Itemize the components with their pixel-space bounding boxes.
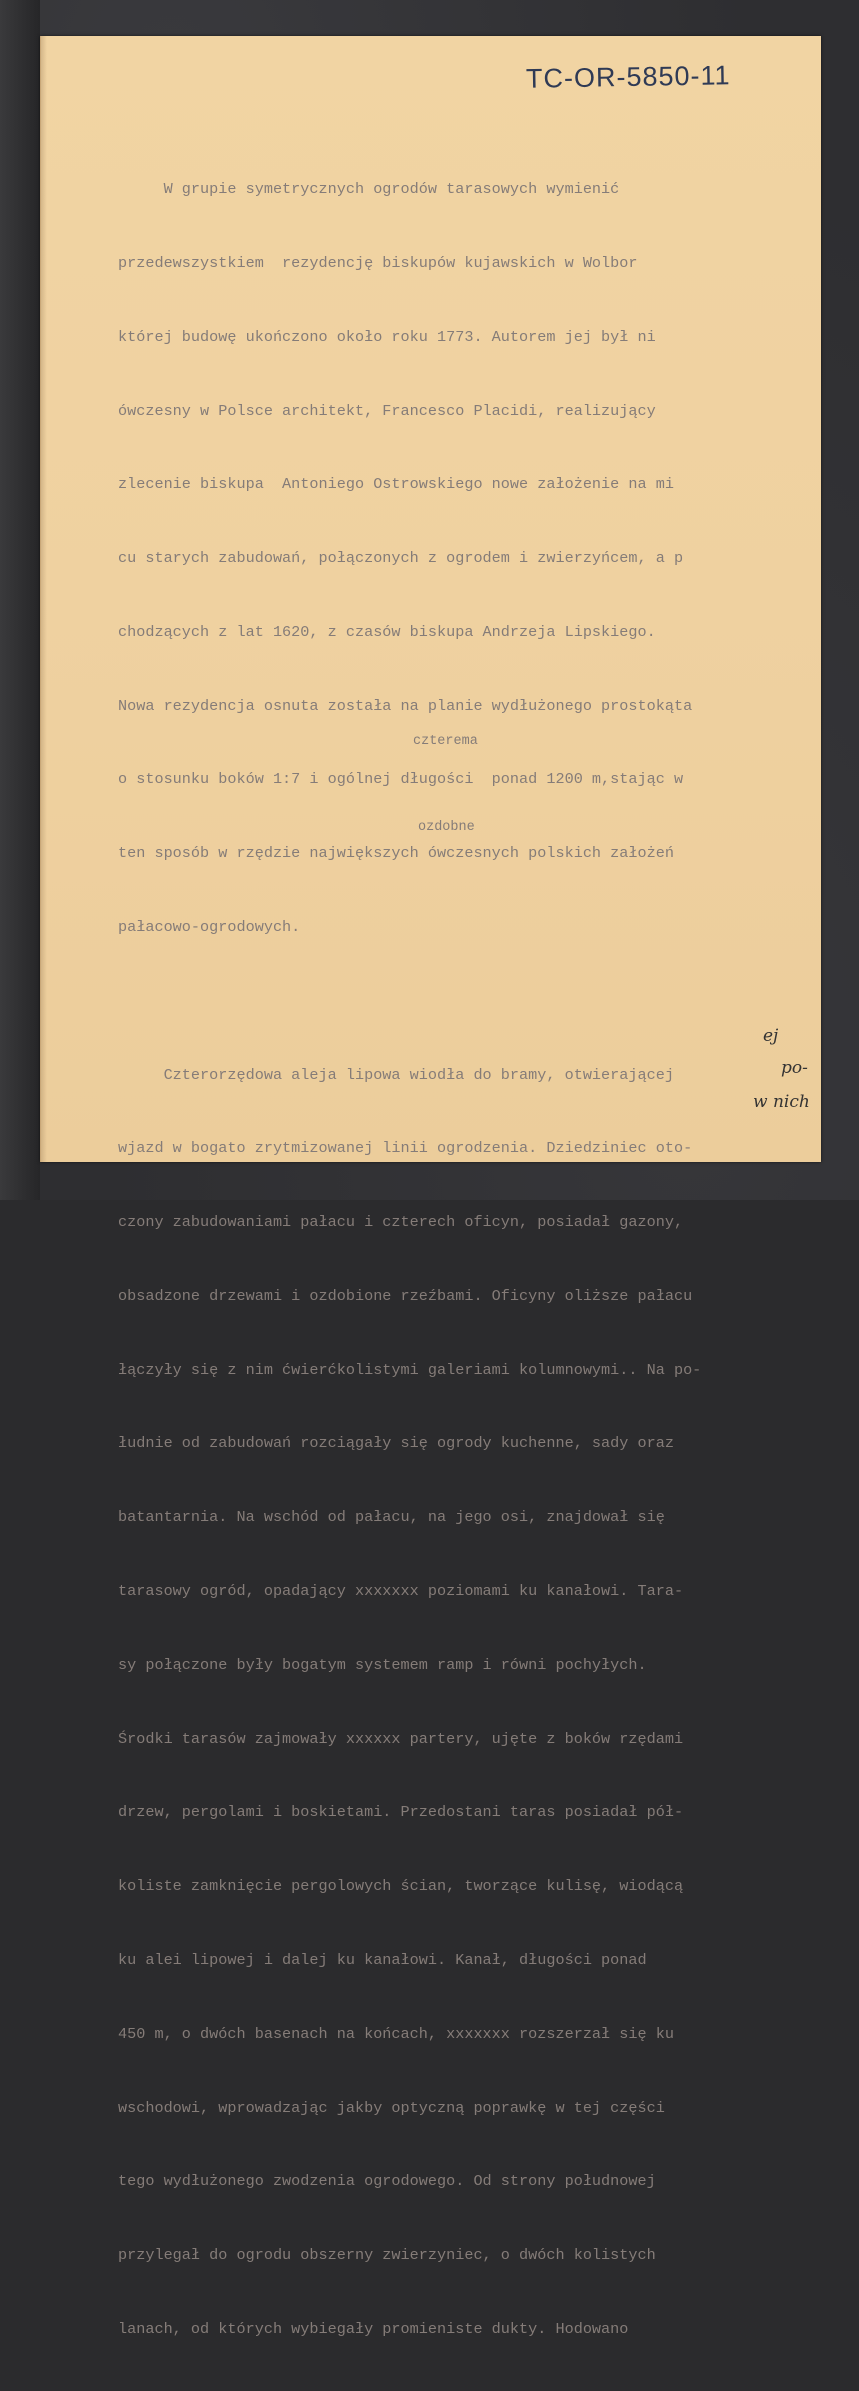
handwritten-note-po: po- <box>781 1058 808 1078</box>
text-line: przedewszystkiem rezydencję biskupów kujawskich w Wolbor <box>118 253 638 272</box>
text-line: której budowę ukończono około roku 1773. Autorem jej był ni <box>118 327 656 346</box>
binder-edge <box>0 0 40 1200</box>
text-line: łączyły się z nim ćwierćkolistymi galeriami kolumnowymi.. Na po- <box>118 1360 702 1379</box>
text-line: ku alei lipowej i dalej ku kanałowi. Kanał, długości ponad <box>118 1950 647 1969</box>
text-line: tarasowy ogród, opadający xxxxxxx poziomami ku kanałowi. Tara- <box>118 1582 684 1601</box>
text-line: Nowa rezydencja osnuta została na planie wydłużonego prostokąta <box>118 696 693 715</box>
text-line: chodzących z lat 1620, z czasów biskupa Andrzeja Lipskiego. <box>118 622 656 641</box>
text-line: cu starych zabudowań, połączonych z ogrodem i zwierzyńcem, a p <box>118 549 684 568</box>
typed-insertion-ozdobne: ozdobne <box>418 820 475 835</box>
text-line: wjazd w bogato zrytmizowanej linii ogrodzenia. Dziedziniec oto- <box>118 1139 693 1158</box>
typed-insertion-czterema: czterema <box>413 734 478 749</box>
reference-number: TC-OR-5850-11 <box>525 60 731 94</box>
text-line: koliste zamknięcie pergolowych ścian, tworzące kulisę, wiodącą <box>118 1877 684 1896</box>
text-line: przylegał do ogrodu obszerny zwierzyniec, o dwóch kolistych <box>118 2246 656 2265</box>
text-line: batantarnia. Na wschód od pałacu, na jego osi, znajdował się <box>118 1508 665 1527</box>
text-line: sy połączone były bogatym systemem ramp i równi pochyłych. <box>118 1655 647 1674</box>
text-line: 450 m, o dwóch basenach na końcach, xxxxxxx rozszerzał się ku <box>118 2024 674 2043</box>
handwritten-note-w-nich: w nich <box>753 1092 810 1112</box>
text-line: łudnie od zabudowań rozciągały się ogrody kuchenne, sady oraz <box>118 1434 674 1453</box>
document-page <box>40 36 821 2338</box>
handwritten-note-ej: ej <box>763 1026 779 1046</box>
text-line: zlecenie biskupa Antoniego Ostrowskiego nowe założenie na mi <box>118 475 674 494</box>
text-line: drzew, pergolami i boskietami. Przedostani taras posiadał pół- <box>118 1803 684 1822</box>
text-line: tego wydłużonego zwodzenia ogrodowego. Od strony połudnowej <box>118 2172 656 2191</box>
text-line: ówczesny w Polsce architekt, Francesco Placidi, realizujący <box>118 401 656 420</box>
page-edge-shadow <box>41 36 47 1162</box>
text-line: obsadzone drzewami i ozdobione rzeźbami. Oficyny oliższe pałacu <box>118 1286 693 1305</box>
text-line <box>118 989 818 1014</box>
text-line: pałacowo-ogrodowych. <box>118 918 301 936</box>
text-line: Środki tarasów zajmowały xxxxxx partery, ujęte z boków rzędami <box>118 1729 684 1748</box>
typed-text <box>118 128 818 2391</box>
text-line: W grupie symetrycznych ogrodów tarasowych wymienić <box>118 180 620 199</box>
text-line: wschodowi, wprowadzając jakby optyczną poprawkę w tej części <box>118 2098 665 2117</box>
text-line: ten sposób w rzędzie największych ówczesnych polskich założeń <box>118 844 674 863</box>
text-line: czony zabudowaniami pałacu i czterech oficyn, posiadał gazony, <box>118 1213 684 1232</box>
text-line: Czterorzędowa aleja lipowa wiodła do bramy, otwierającej <box>118 1065 674 1084</box>
text-line: o stosunku boków 1:7 i ogólnej długości ponad 1200 m,stając w <box>118 770 684 789</box>
text-line: lanach, od których wybiegały promieniste dukty. Hodowano <box>118 2319 629 2338</box>
